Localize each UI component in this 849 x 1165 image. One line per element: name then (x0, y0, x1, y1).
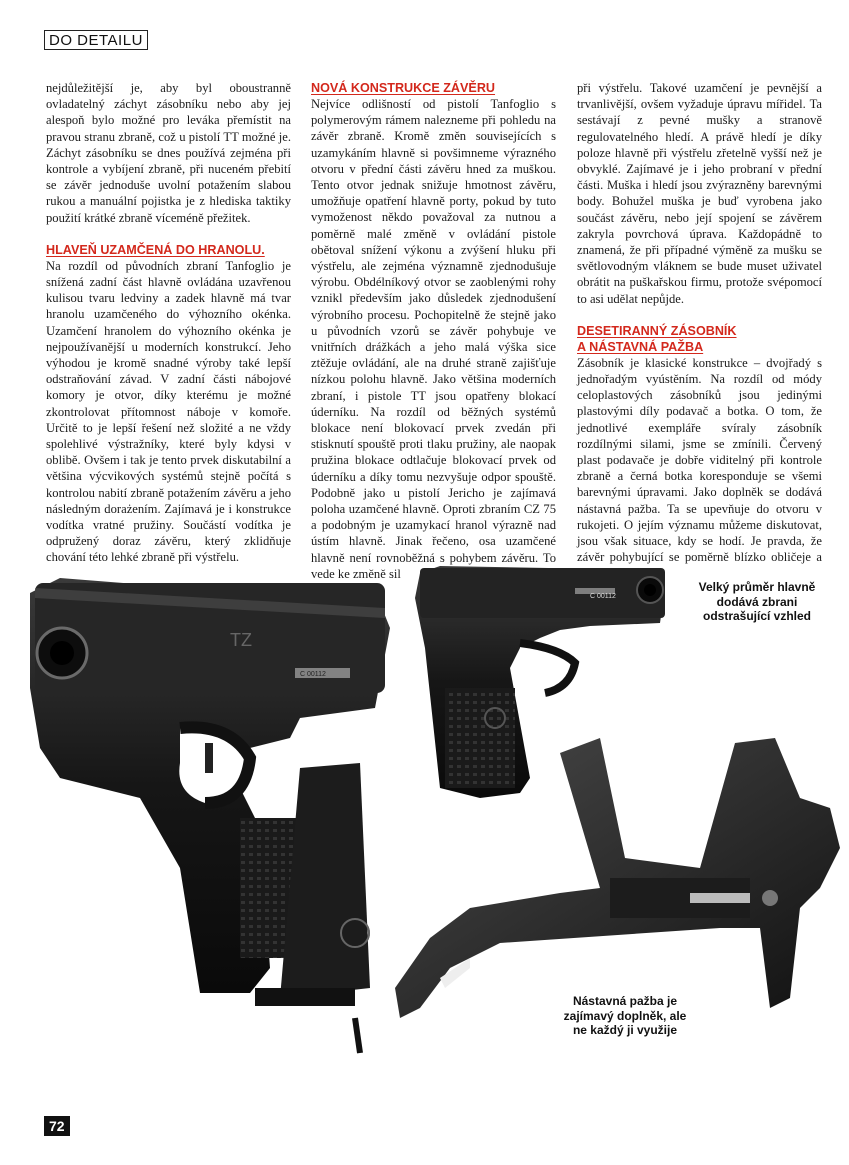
paragraph: Zásobník je klasické konstrukce – dvojřadý s jednořadým vyústěním. Na rozdíl od módy celoplastových zásobníků jsou jedinými plastovými díly podavač a botka. O tom, že jednotlivé exempláře svíraly zásobník rozdílnými silami, jsme se zmínili. Červený plast podavače je dobře viditelný při kontrole zbraně a černá botka koresponduje se všemi barevnými úpravami. Jako doplněk se dodává nástavná pažba. Ta se upevňuje do otvoru v rukojeti. O jejím významu můžeme diskutovat, jsou však situace, kdy se hodí. Je pravda, že závěr pohybující se poměrně blízko obličeje a (577, 355, 822, 565)
caption-bottom: Nástavná pažba je zajímavý doplněk, ale ne každý ji využije (563, 994, 687, 1037)
page-number: 72 (44, 1116, 70, 1136)
section-heading: HLAVEŇ UZAMČENÁ DO HRANOLU. (46, 242, 265, 257)
small-serial: C 00112 (590, 593, 616, 600)
section-heading: NOVÁ KONSTRUKCE ZÁVĚRU (311, 81, 496, 95)
paragraph: nejdůležitější je, aby byl oboustranně ovladatelný záchyt zásobníku nebo aby jej alespoň bylo možné pro leváka přemístit na pravou stranu zbraně, což u pistolí TT možné je. Záchyt zásobníku se dnes používá zejména při kontrole a vybíjení zbraně, při nuceném přebití se závěr jednoduše uvolní potažením slabou rukou a manuální pojistka je z hlediska taktiky použití krátké zbraně víceméně přežitek. (46, 81, 291, 225)
paragraph: při výstřelu. Takové uzamčení je pevnější a trvanlivější, ovšem vyžaduje úpravu mířidel. Ta sestávají z pevné mušky a stranově regulovatelného hledí. A právě hledí je díky poloze hlavně při výstřelu zřetelně vyšší než je obvyklé. Zajímavé je i jeho probraní v přední části. Muška i hledí jsou zvýrazněny barevnými body. Bohužel muška je buď vyrobena jako součást závěru, nebo její spojení se závěrem zakryla povrchová úprava. Každopádně to znamená, že při případné výměně za mušku se světlovodným vláknem se bude muset uživatel obrátit na puškařskou firmu, protože svépomocí to asi udělat nepůjde. (577, 81, 822, 306)
paragraph: Nejvíce odlišností od pistolí Tanfoglio s polymerovým rámem nalezneme při pohledu na závěr zbraně. Kromě změn souvisejících s uzamykáním hlavně si povšimneme výrazného otvoru v přední části závěru hned za muškou. Tento otvor jednak snižuje hmotnost závěru, umožňuje opatření hlavně porty, pokud by tuto vymoženost někdo považoval za nutnou a poměrně malé změně v ovládání pistole obětoval snížení výkonu a zvýšení hluku při výstřelu, ale zejména významně zjednodušuje výrobu. Obdélníkový otvor se zaoblenými rohy vznikl především jako důsledek zjednodušení výrobního procesu. Pochopitelně že stejně jako u původních vzorů se závěr pohybuje ve vnitřních drážkách a jeho malá výška sice ztěžuje ovládání, ale na druhé straně zajišťuje nízkou polohu hlavně. Jako většina moderních zbraní, i pistole TT jsou opatřeny blokací úderníku. Na rozdíl od běžných systémů blokace není blokovací prvek zvedán při stisknutí spouště proti tlaku pružiny, ale naopak pružina blokace odtlačuje blokovací prvek od úderníku a díky tomu nezvyšuje odpor spouště. Podobně jako u pistolí Jericho je zajímavá poloha uzamčené hlavně. Oproti zbraním CZ 75 a podobným je uzamykací hranol výrazně nad ústím hlavně. Jinak řečeno, osa uzamčené hlavně není rovnoběžná s pohybem závěru. To vede ke změně sil (311, 97, 556, 581)
column-3 (577, 80, 822, 582)
pistol-photo (0, 548, 849, 1108)
caption-top: Velký průměr hlavně dodává zbrani odstrašující vzhled (698, 580, 816, 623)
section-heading: A NÁSTAVNÁ PAŽBA (577, 339, 704, 354)
small-pistol (415, 566, 665, 798)
column-2 (311, 80, 556, 582)
slide-engraving: TZ (230, 630, 252, 650)
section-tag: DO DETAILU (44, 30, 148, 50)
large-pistol (30, 578, 390, 1006)
column-1 (46, 80, 291, 566)
large-serial: C 00112 (300, 671, 326, 678)
section-heading: DESETIRANNÝ ZÁSOBNÍK (577, 323, 737, 338)
paragraph: Na rozdíl od původních zbraní Tanfoglio je snížená zadní část hlavně ovládána uzavřenou kulisou tvaru ledviny a zadek hlavně má tvar hranolu uzamčeného do výhozního okénka. Uzamčení hranolem do výhozního okénka je nejpoužívanější u moderních konstrukcí. Jeho výhodou je kromě snadné výroby také lepší odstraňování závad. V zadní části nábojové komory je otvor, díky kterému je možné zkontrolovat přítomnost náboje v komoře. Určitě to je lepší řešení než složité a ne vždy spolehlivé výstražníky, které byly kdysi v oblibě. Ovšem i tak je tento prvek diskutabilní a většina výcvikových systémů stejně počítá s kontrolou nabití zbraně potažením závěru a jeho následným dorażením. Zajímavá je i konstrukce vodítka vratné pružiny. Součástí vodítka je odpružený doraz závěru, který zklidňuje chování této lehké zbraně při výstřelu. (46, 258, 291, 565)
